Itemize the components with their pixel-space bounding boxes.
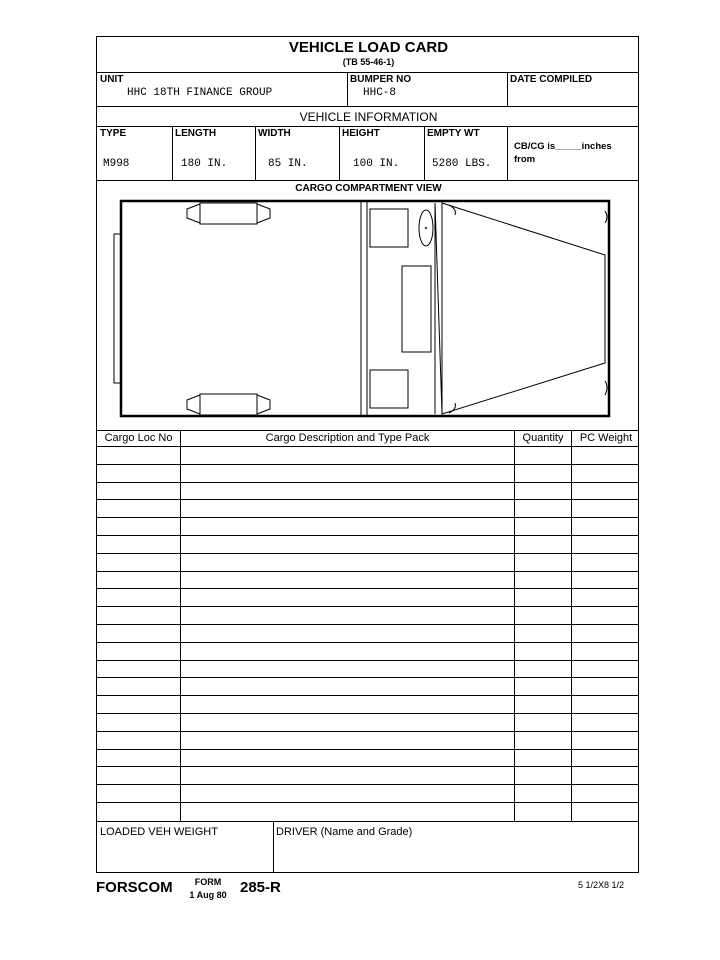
unit-label: UNIT xyxy=(100,74,124,85)
cargo-compartment-view-heading: CARGO COMPARTMENT VIEW xyxy=(295,183,442,194)
loaded-veh-weight-label: LOADED VEH WEIGHT xyxy=(100,826,218,838)
center-console xyxy=(402,266,431,352)
footer-form-number: 285-R xyxy=(240,879,281,896)
table-row[interactable] xyxy=(97,571,638,572)
table-row[interactable] xyxy=(97,802,638,803)
length-label: LENGTH xyxy=(175,128,217,139)
table-row[interactable] xyxy=(97,535,638,536)
divider xyxy=(180,430,181,821)
unit-value[interactable]: HHC 18TH FINANCE GROUP xyxy=(127,87,273,99)
divider xyxy=(273,821,274,873)
table-row[interactable] xyxy=(97,553,638,554)
table-row[interactable] xyxy=(97,642,638,643)
driver-label: DRIVER (Name and Grade) xyxy=(276,826,413,838)
type-value[interactable]: M998 xyxy=(103,158,130,170)
table-row[interactable] xyxy=(97,660,638,661)
table-row[interactable] xyxy=(97,517,638,518)
cbcg-text: CB/CG is_____inches xyxy=(514,141,612,152)
table-row[interactable] xyxy=(97,482,638,483)
seat-bottom xyxy=(370,370,408,408)
table-row[interactable] xyxy=(97,784,638,785)
cbcg-text-from: from xyxy=(514,154,536,165)
table-row[interactable] xyxy=(97,588,638,589)
col-quantity: Quantity xyxy=(522,432,564,444)
type-label: TYPE xyxy=(100,128,127,139)
col-cargo-loc-no: Cargo Loc No xyxy=(104,432,173,444)
height-value[interactable]: 100 IN. xyxy=(353,158,400,170)
divider xyxy=(514,430,515,821)
bumper-no-value[interactable]: HHC-8 xyxy=(363,87,397,99)
footer-size: 5 1/2X8 1/2 xyxy=(578,880,625,890)
table-row[interactable] xyxy=(97,766,638,767)
table-row[interactable] xyxy=(97,624,638,625)
table-header-divider xyxy=(97,446,638,447)
width-value[interactable]: 85 IN. xyxy=(268,158,308,170)
height-label: HEIGHT xyxy=(342,128,380,139)
table-row[interactable] xyxy=(97,464,638,465)
divider xyxy=(97,430,638,431)
form-subtitle: (TB 55-46-1) xyxy=(342,57,395,67)
table-row[interactable] xyxy=(97,713,638,714)
table-row[interactable] xyxy=(97,606,638,607)
col-cargo-description: Cargo Description and Type Pack xyxy=(265,432,430,444)
seat-top xyxy=(370,209,408,247)
bumper-no-label: BUMPER NO xyxy=(350,74,412,85)
empty-wt-label: EMPTY WT xyxy=(427,128,480,139)
width-label: WIDTH xyxy=(258,128,291,139)
footer-form-word: FORM xyxy=(194,877,222,887)
vehicle-top-view-diagram xyxy=(97,37,638,437)
form-title: VEHICLE LOAD CARD xyxy=(288,39,449,56)
vehicle-information-heading: VEHICLE INFORMATION xyxy=(299,110,438,124)
hood xyxy=(442,203,605,414)
date-compiled-label: DATE COMPILED xyxy=(510,74,593,85)
table-row[interactable] xyxy=(97,695,638,696)
table-row[interactable] xyxy=(97,677,638,678)
table-row[interactable] xyxy=(97,749,638,750)
divider xyxy=(97,821,638,822)
divider xyxy=(571,430,572,821)
empty-wt-value[interactable]: 5280 LBS. xyxy=(432,158,492,170)
footer-form-date: 1 Aug 80 xyxy=(189,890,227,900)
table-row[interactable] xyxy=(97,499,638,500)
col-pc-weight: PC Weight xyxy=(579,432,633,444)
table-row[interactable] xyxy=(97,731,638,732)
footer-org: FORSCOM xyxy=(96,879,173,896)
vehicle-load-card-form xyxy=(96,36,639,873)
length-value[interactable]: 180 IN. xyxy=(181,158,228,170)
